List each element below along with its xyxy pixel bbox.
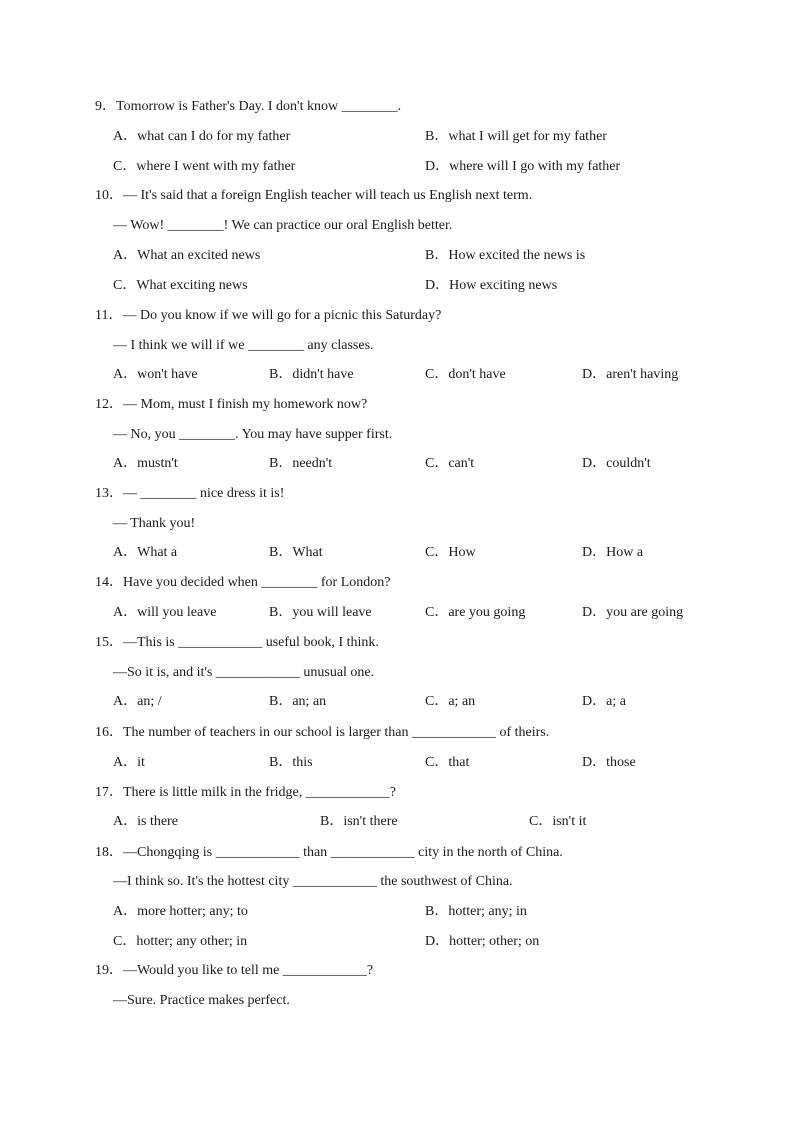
question-10-option-a: A．What an excited news [113,248,261,263]
question-10-option-d: D．How exciting news [425,278,558,293]
question-15-option-c: C．a; an [425,694,476,709]
question-13-dialogue-line: — Thank you! [113,516,196,531]
question-12-option-d: D．couldn't [582,456,651,471]
question-17-option-a: A．is there [113,814,178,829]
question-14-stem: 14．Have you decided when ________ for London? [95,575,391,590]
question-16-option-c: C．that [425,755,470,770]
question-15-dialogue-line: —So it is, and it's ____________ unusual one. [113,665,375,680]
question-16-option-d: D．those [582,755,636,770]
question-13-option-c: C．How [425,545,476,560]
question-18-option-b: B．hotter; any; in [425,904,527,919]
question-19-stem: 19．—Would you like to tell me ____________? [95,963,374,978]
question-18-option-c: C．hotter; any other; in [113,934,248,949]
question-11-stem: 11．— Do you know if we will go for a picnic this Saturday? [95,308,442,323]
question-12-dialogue-line: — No, you ________. You may have supper first. [113,427,393,442]
question-16-option-b: B．this [269,755,313,770]
question-10-stem: 10．— It's said that a foreign English teacher will teach us English next term. [95,188,533,203]
question-10-option-c: C．What exciting news [113,278,248,293]
question-17-stem: 17．There is little milk in the fridge, ____________? [95,785,396,800]
question-17-option-b: B．isn't there [320,814,398,829]
question-18-stem: 18．—Chongqing is ____________ than ____________ city in the north of China. [95,845,563,860]
question-14-option-d: D．you are going [582,605,684,620]
question-11-option-a: A．won't have [113,367,198,382]
question-18-option-d: D．hotter; other; on [425,934,540,949]
question-14-option-c: C．are you going [425,605,526,620]
question-12-stem: 12．— Mom, must I finish my homework now? [95,397,368,412]
question-12-option-b: B．needn't [269,456,333,471]
question-15-option-d: D．a; a [582,694,626,709]
question-13-option-d: D．How a [582,545,644,560]
question-18-dialogue-line: —I think so. It's the hottest city ____________ the southwest of China. [113,874,513,889]
question-12-option-a: A．mustn't [113,456,178,471]
question-10-dialogue-line: — Wow! ________! We can practice our oral English better. [113,218,453,233]
question-16-stem: 16．The number of teachers in our school is larger than ____________ of theirs. [95,725,550,740]
question-12-option-c: C．can't [425,456,475,471]
question-9-stem: 9．Tomorrow is Father's Day. I don't know ________. [95,99,402,114]
question-13-option-b: B．What [269,545,323,560]
question-16-option-a: A．it [113,755,145,770]
question-10-option-b: B．How excited the news is [425,248,586,263]
question-13-stem: 13．— ________ nice dress it is! [95,486,285,501]
question-18-option-a: A．more hotter; any; to [113,904,248,919]
question-14-option-a: A．will you leave [113,605,217,620]
question-9-option-b: B．what I will get for my father [425,129,607,144]
question-17-option-c: C．isn't it [529,814,587,829]
question-9-option-c: C．where I went with my father [113,159,296,174]
question-9-option-a: A．what can I do for my father [113,129,291,144]
question-19-dialogue-line: —Sure. Practice makes perfect. [113,993,290,1008]
question-13-option-a: A．What a [113,545,178,560]
question-11-option-b: B．didn't have [269,367,354,382]
question-15-stem: 15．—This is ____________ useful book, I think. [95,635,379,650]
question-11-option-c: C．don't have [425,367,506,382]
question-15-option-a: A．an; / [113,694,162,709]
question-11-option-d: D．aren't having [582,367,679,382]
question-14-option-b: B．you will leave [269,605,372,620]
question-9-option-d: D．where will I go with my father [425,159,621,174]
question-15-option-b: B．an; an [269,694,327,709]
question-11-dialogue-line: — I think we will if we ________ any classes. [113,338,374,353]
